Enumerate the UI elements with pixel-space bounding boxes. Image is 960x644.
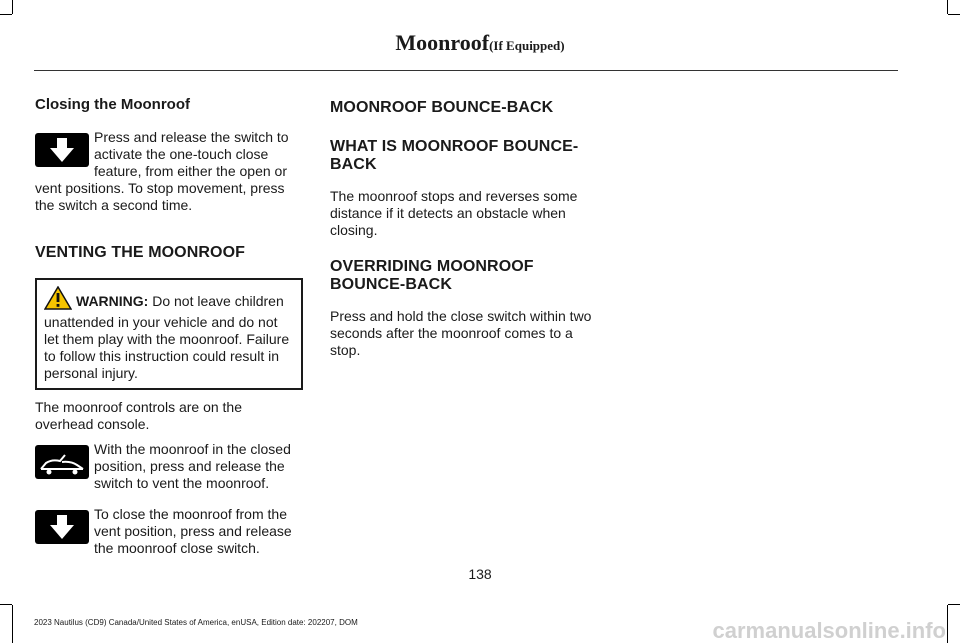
warning-label: WARNING: — [76, 293, 149, 309]
crop-mark — [948, 14, 960, 15]
overriding-heading: OVERRIDING MOONROOF BOUNCE-BACK — [330, 258, 534, 293]
what-is-heading: WHAT IS MOONROOF BOUNCE-BACK — [330, 138, 579, 173]
left-column — [35, 96, 303, 557]
close-arrow-icon — [35, 133, 89, 167]
bounce-back-heading: MOONROOF BOUNCE-BACK — [330, 99, 554, 116]
page-subtitle: (If Equipped) — [489, 38, 565, 53]
crop-mark — [948, 604, 960, 605]
right-column — [330, 96, 602, 359]
warning-text: Do not leave children unattended in your vehicle and do not let them play with the moonroof. Failure to follow this instruction could result in personal injury. — [44, 293, 290, 381]
warning-box — [35, 278, 303, 390]
page-title: Moonroof — [395, 30, 490, 55]
header-rule — [34, 70, 898, 71]
vent-moonroof-icon — [35, 445, 89, 479]
edition-info: 2023 Nautilus (CD9) Canada/United States of America, enUSA, Edition date: 202207, DOM — [34, 618, 358, 627]
close-arrow-icon — [35, 510, 89, 544]
page-number: 138 — [468, 566, 492, 582]
page-header — [0, 30, 960, 56]
warning-triangle-icon — [44, 286, 72, 314]
crop-mark — [12, 0, 13, 14]
watermark: carmanualsonline.info — [712, 618, 946, 643]
crop-mark — [947, 605, 948, 643]
overriding-text: Press and hold the close switch within two seconds after the moonroof comes to a stop. — [330, 308, 592, 358]
crop-mark — [0, 14, 12, 15]
vent-text: With the moonroof in the closed position, press and release the switch to vent the moonroof. — [94, 441, 291, 491]
crop-mark — [947, 0, 948, 14]
closing-heading: Closing the Moonroof — [35, 96, 190, 113]
what-is-text: The moonroof stops and reverses some distance if it detects an obstacle when closing. — [330, 188, 578, 238]
controls-text: The moonroof controls are on the overhead console. — [35, 399, 243, 432]
closing-text: Press and release the switch to activate the one-touch close feature, from either the open or vent positions. To stop movement, press the switch a second time. — [35, 129, 289, 213]
close-vent-text: To close the moonroof from the vent position, press and release the moonroof close switch. — [94, 506, 292, 556]
crop-mark — [12, 605, 13, 643]
crop-mark — [0, 604, 12, 605]
venting-heading: VENTING THE MOONROOF — [35, 244, 245, 261]
